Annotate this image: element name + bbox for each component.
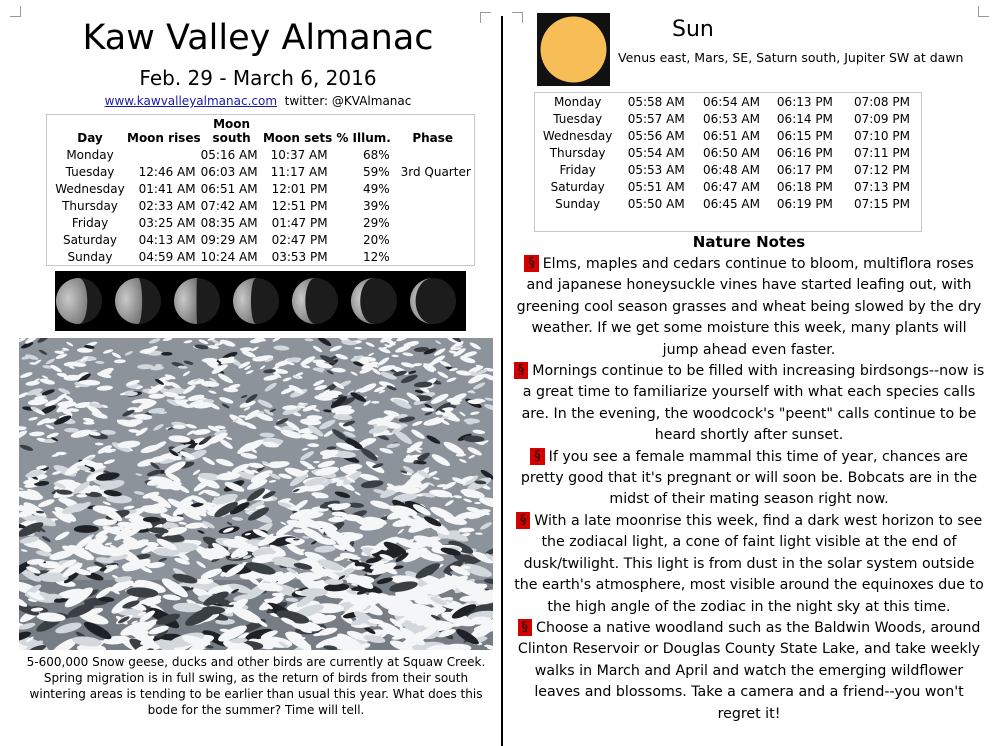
moon-phase-image — [174, 278, 220, 324]
sun-table-cell: 05:53 AM — [627, 163, 685, 177]
moon-table-cell: 04:13 AM — [138, 233, 196, 247]
moon-table-cell — [395, 232, 471, 249]
almanac-title: Kaw Valley Almanac — [82, 18, 434, 58]
sun-table-row — [539, 145, 921, 162]
moon-phase-image — [351, 278, 397, 324]
sun-table-cell: 06:19 PM — [776, 197, 833, 211]
sun-table-cell: 06:50 AM — [703, 146, 760, 160]
sun-heading: Sun — [672, 17, 714, 42]
section-marker-icon: § — [518, 619, 533, 636]
sun-table-cell: 06:45 AM — [703, 197, 760, 211]
moon-table-cell: 05:16 AM — [200, 148, 258, 162]
sun-table-cell: 06:16 PM — [776, 146, 833, 160]
sun-table-row — [539, 128, 921, 145]
moon-phase-image — [56, 278, 102, 324]
links-line — [20, 94, 496, 108]
sun-table-cell: 06:13 PM — [776, 95, 833, 109]
planets-note: Venus east, Mars, SE, Saturn south, Jupiter SW at dawn — [618, 50, 964, 65]
sun-table-cell: Tuesday — [553, 112, 603, 126]
moon-table-cell: Friday — [71, 216, 109, 230]
moon-table-cell: 07:42 AM — [200, 199, 258, 213]
moon-table-row — [53, 181, 471, 198]
nature-note — [512, 447, 986, 511]
moon-table-cell — [395, 198, 471, 215]
moon-table-cell — [395, 249, 471, 266]
moon-table-cell: 06:03 AM — [200, 165, 258, 179]
moon-phase-strip — [55, 271, 466, 331]
nature-note-text: Elms, maples and cedars continue to bloom, multiflora roses and japanese honeysuckle vines have started leafing out, with greening cool season grasses and wheat being slowed by the dry weather. If we get some moisture this week, many plants will jump ahead even faster. — [516, 256, 982, 358]
moon-table-cell: 08:35 AM — [200, 216, 258, 230]
sun-table-cell: 05:54 AM — [627, 146, 685, 160]
nature-note-text: Choose a native woodland such as the Baldwin Woods, around Clinton Reservoir or Douglas County State Lake, and take weekly walks in March and April and watch the emerging wildflower leaves and blossoms. Take a camera and a friend--you won't regret it! — [517, 619, 981, 722]
moon-table-cell: Tuesday — [65, 165, 115, 179]
moon-table-row — [53, 164, 471, 181]
moon-table-header: Phase — [412, 131, 454, 145]
sun-table-cell: 05:57 AM — [627, 112, 685, 126]
nature-note — [512, 511, 986, 618]
sun-disc-graphic — [537, 13, 610, 86]
moon-table-cell: 68% — [362, 148, 390, 162]
sun-table-row — [539, 179, 921, 196]
sun-table-cell: Wednesday — [542, 129, 613, 143]
moon-table-cell: 11:17 AM — [270, 165, 328, 179]
snow-geese-image — [19, 338, 493, 650]
moon-phase-image — [292, 278, 338, 324]
moon-table-cell: 20% — [362, 233, 390, 247]
sun-table-row — [539, 162, 921, 179]
sun-icon — [537, 13, 610, 86]
sun-table-cell: 06:14 PM — [776, 112, 833, 126]
sun-table-cell: 06:54 AM — [703, 95, 760, 109]
moon-table-cell — [127, 147, 201, 164]
moon-table-row — [53, 249, 471, 266]
moon-table-cell: 49% — [362, 182, 390, 196]
moon-table-header: Moon south — [212, 117, 251, 145]
moon-phase-image — [115, 278, 161, 324]
section-marker-icon: § — [514, 362, 529, 379]
sun-table-row — [539, 196, 921, 213]
moon-table-cell: 02:47 PM — [271, 233, 328, 247]
moon-phase-images — [55, 271, 466, 331]
moon-table-cell: 39% — [362, 199, 390, 213]
website-link[interactable]: www.kawvalleyalmanac.com — [104, 94, 278, 108]
sun-table-cell: 07:12 PM — [853, 163, 910, 177]
moon-table-cell — [395, 215, 471, 232]
photo-caption: 5-600,000 Snow geese, ducks and other birds are currently at Squaw Creek. Spring migration is in full swing, as the return of birds from their south wintering areas is tending to be earlier than usual this year. What does this bode for the summer? Time will tell. — [26, 655, 486, 717]
moon-table-cell: Wednesday — [55, 182, 125, 196]
moon-table-cell — [395, 147, 471, 164]
moon-table-header: Moon rises — [127, 131, 201, 145]
crop-mark — [978, 6, 989, 17]
moon-table-row — [53, 198, 471, 215]
sun-table-cell: Thursday — [549, 146, 606, 160]
section-marker-icon: § — [516, 512, 531, 529]
sun-table-cell: Friday — [559, 163, 596, 177]
snow-geese-photo — [19, 338, 493, 650]
section-marker-icon: § — [530, 448, 545, 465]
sun-table-cell: 06:53 AM — [703, 112, 760, 126]
moon-table-cell: Thursday — [62, 199, 118, 213]
moon-table-cell: 10:37 AM — [270, 148, 328, 162]
nature-note — [512, 618, 986, 725]
sun-table-cell: 07:10 PM — [853, 129, 910, 143]
sun-table-cell: 05:51 AM — [627, 180, 685, 194]
date-range: Feb. 29 - March 6, 2016 — [139, 66, 377, 90]
nature-note — [512, 361, 986, 447]
twitter-handle: twitter: @KVAlmanac — [284, 94, 412, 108]
sun-table-cell: 06:47 AM — [703, 180, 760, 194]
column-divider — [501, 16, 503, 746]
sun-table-row — [539, 94, 921, 111]
moon-table-cell: Saturday — [62, 233, 118, 247]
sun-table-cell: 07:08 PM — [853, 95, 910, 109]
sun-table-cell: 06:51 AM — [703, 129, 760, 143]
nature-notes-title: Nature Notes — [692, 233, 806, 251]
moon-table-row — [53, 147, 471, 164]
nature-note-text: If you see a female mammal this time of year, chances are pretty good that it's pregnant or will soon be. Bobcats are in the midst of their mating season right now. — [520, 448, 978, 508]
moon-table-cell: 09:29 AM — [200, 233, 258, 247]
moon-phase-image — [410, 278, 456, 324]
sun-table-cell: 07:09 PM — [853, 112, 910, 126]
moon-table-cell: 12:51 PM — [271, 199, 328, 213]
sun-table-cell: 07:13 PM — [853, 180, 910, 194]
nature-note-text: Mornings continue to be filled with increasing birdsongs--now is a great time to familiarize yourself with what each species calls are. In the evening, the woodcock's "peent" calls continue to be heard shortly after sunset. — [521, 363, 985, 444]
moon-table-cell: 12:01 PM — [271, 182, 328, 196]
sun-table-cell: 06:17 PM — [776, 163, 833, 177]
sun-table-cell: 05:58 AM — [627, 95, 685, 109]
nature-note-text: With a late moonrise this week, find a dark west horizon to see the zodiacal light, a cone of faint light visible at the end of dusk/twilight. This light is from dust in the solar system outside the earth's atmosphere, most visible around the equinoxes due to the high angle of the zodiac in the night sky at this time. — [514, 512, 984, 615]
sun-table-box — [534, 92, 922, 232]
moon-table-cell: 04:59 AM — [138, 250, 196, 264]
sun-table-cell: 07:15 PM — [853, 197, 910, 211]
moon-table-cell: 01:47 PM — [271, 216, 328, 230]
sun-table-cell: 05:56 AM — [627, 129, 685, 143]
moon-table-header: % Illum. — [336, 131, 391, 145]
moon-table-cell: 02:33 AM — [138, 199, 196, 213]
moon-table-cell: 12% — [362, 250, 390, 264]
sun-table-row — [539, 111, 921, 128]
sun-table-cell: Sunday — [555, 197, 601, 211]
sun-table-cell: 07:11 PM — [853, 146, 910, 160]
crop-mark — [10, 6, 21, 17]
moon-table-row — [53, 232, 471, 249]
nature-note — [512, 254, 986, 361]
moon-table — [53, 117, 471, 266]
section-marker-icon: § — [524, 255, 539, 272]
moon-table-header: Moon sets — [262, 131, 333, 145]
moon-table-cell: 01:41 AM — [138, 182, 196, 196]
sun-table-cell: 06:15 PM — [776, 129, 833, 143]
moon-table-cell: 3rd Quarter — [400, 165, 471, 179]
moon-table-cell: 29% — [362, 216, 390, 230]
sun-table-cell: 06:18 PM — [776, 180, 833, 194]
sun-table-cell: Saturday — [550, 180, 605, 194]
nature-notes-body — [512, 254, 986, 725]
crop-mark — [512, 12, 523, 23]
moon-table-cell: 06:51 AM — [200, 182, 258, 196]
sun-table-cell: 05:50 AM — [627, 197, 685, 211]
moon-table-cell: 03:25 AM — [138, 216, 196, 230]
moon-table-row — [53, 215, 471, 232]
moon-table-cell — [395, 181, 471, 198]
sun-table-cell: 06:48 AM — [703, 163, 760, 177]
moon-table-cell: 03:53 PM — [271, 250, 328, 264]
moon-table-box — [46, 114, 475, 266]
moon-table-cell: 59% — [362, 165, 390, 179]
sun-table-cell: Monday — [553, 95, 602, 109]
moon-table-header: Day — [77, 131, 103, 145]
moon-table-cell: Monday — [66, 148, 114, 162]
moon-table-cell: 10:24 AM — [200, 250, 258, 264]
sun-table — [539, 94, 921, 213]
moon-phase-image — [233, 278, 279, 324]
moon-table-cell: Sunday — [67, 250, 113, 264]
moon-table-cell: 12:46 AM — [138, 165, 196, 179]
